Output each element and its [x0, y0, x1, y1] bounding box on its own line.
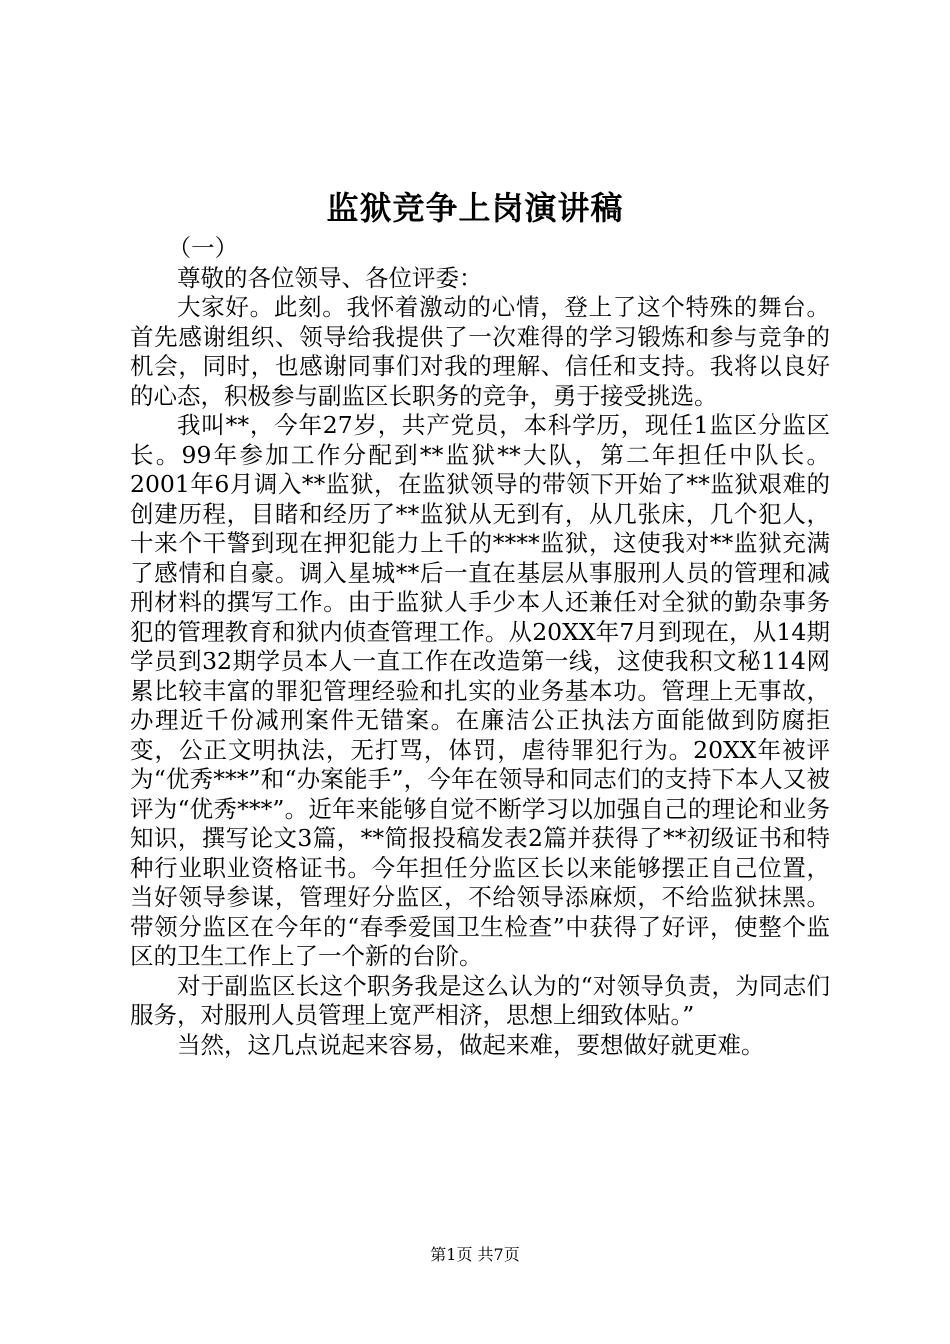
paragraph: 对于副监区长这个职务我是这么认为的“对领导负责，为同志们服务，对服刑人员管理上宽严相济，思想上细致体贴。” [130, 971, 830, 1029]
page-indicator: 第1页 共7页 [430, 1245, 520, 1264]
document-body [130, 234, 830, 1060]
greeting: 尊敬的各位领导、各位评委： [177, 263, 483, 292]
section-marker: （一） [167, 234, 239, 262]
paragraph: 我叫**，今年27岁，共产党员，本科学历，现任1监区分监区长。99年参加工作分配到**监狱**大队，第二年担任中队长。2001年6月调入**监狱，在监狱领导的带领下开始了**监狱艰难的创建历程，目睹和经历了**监狱从无到有，从几张床，几个犯人，十来个干警到现在押犯能力上千的****监狱，这使我对**监狱充满了感情和自豪。调入星城**后一直在基层从事服刑人员的管理和减刑材料的撰写工作。由于监狱人手少本人还兼任对全狱的勤杂事务犯的管理教育和狱内侦查管理工作。从20XX年7月到现在，从14期学员到32期学员本人一直工作在改造第一线，这使我积文秘114网累比较丰富的罪犯管理经验和扎实的业务基本功。管理上无事故，办理近千份减刑案件无错案。在廉洁公正执法方面能做到防腐拒变，公正文明执法，无打骂，体罚，虐待罪犯行为。20XX年被评为“优秀***”和“办案能手”，今年在领导和同志们的支持下本人又被评为“优秀***”。近年来能够自觉不断学习以加强自己的理论和业务知识，撰写论文3篇，**简报投稿发表2篇并获得了**初级证书和特种行业职业资格证书。今年担任分监区长以来能够摆正自己位置，当好领导参谋，管理好分监区，不给领导添麻烦，不给监狱抹黑。带领分监区在今年的“春季爱国卫生检查”中获得了好评，使整个监区的卫生工作上了一个新的台阶。 [130, 411, 830, 970]
paragraph: 当然，这几点说起来容易，做起来难，要想做好就更难。 [177, 1030, 765, 1059]
paragraph: 大家好。此刻。我怀着激动的心情，登上了这个特殊的舞台。首先感谢组织、领导给我提供了一次难得的学习锻炼和参与竞争的机会，同时，也感谢同事们对我的理解、信任和支持。我将以良好的心态，积极参与副监区长职务的竞争，勇于接受挑选。 [130, 293, 830, 410]
page-title: 监狱竞争上岗演讲稿 [326, 189, 624, 227]
